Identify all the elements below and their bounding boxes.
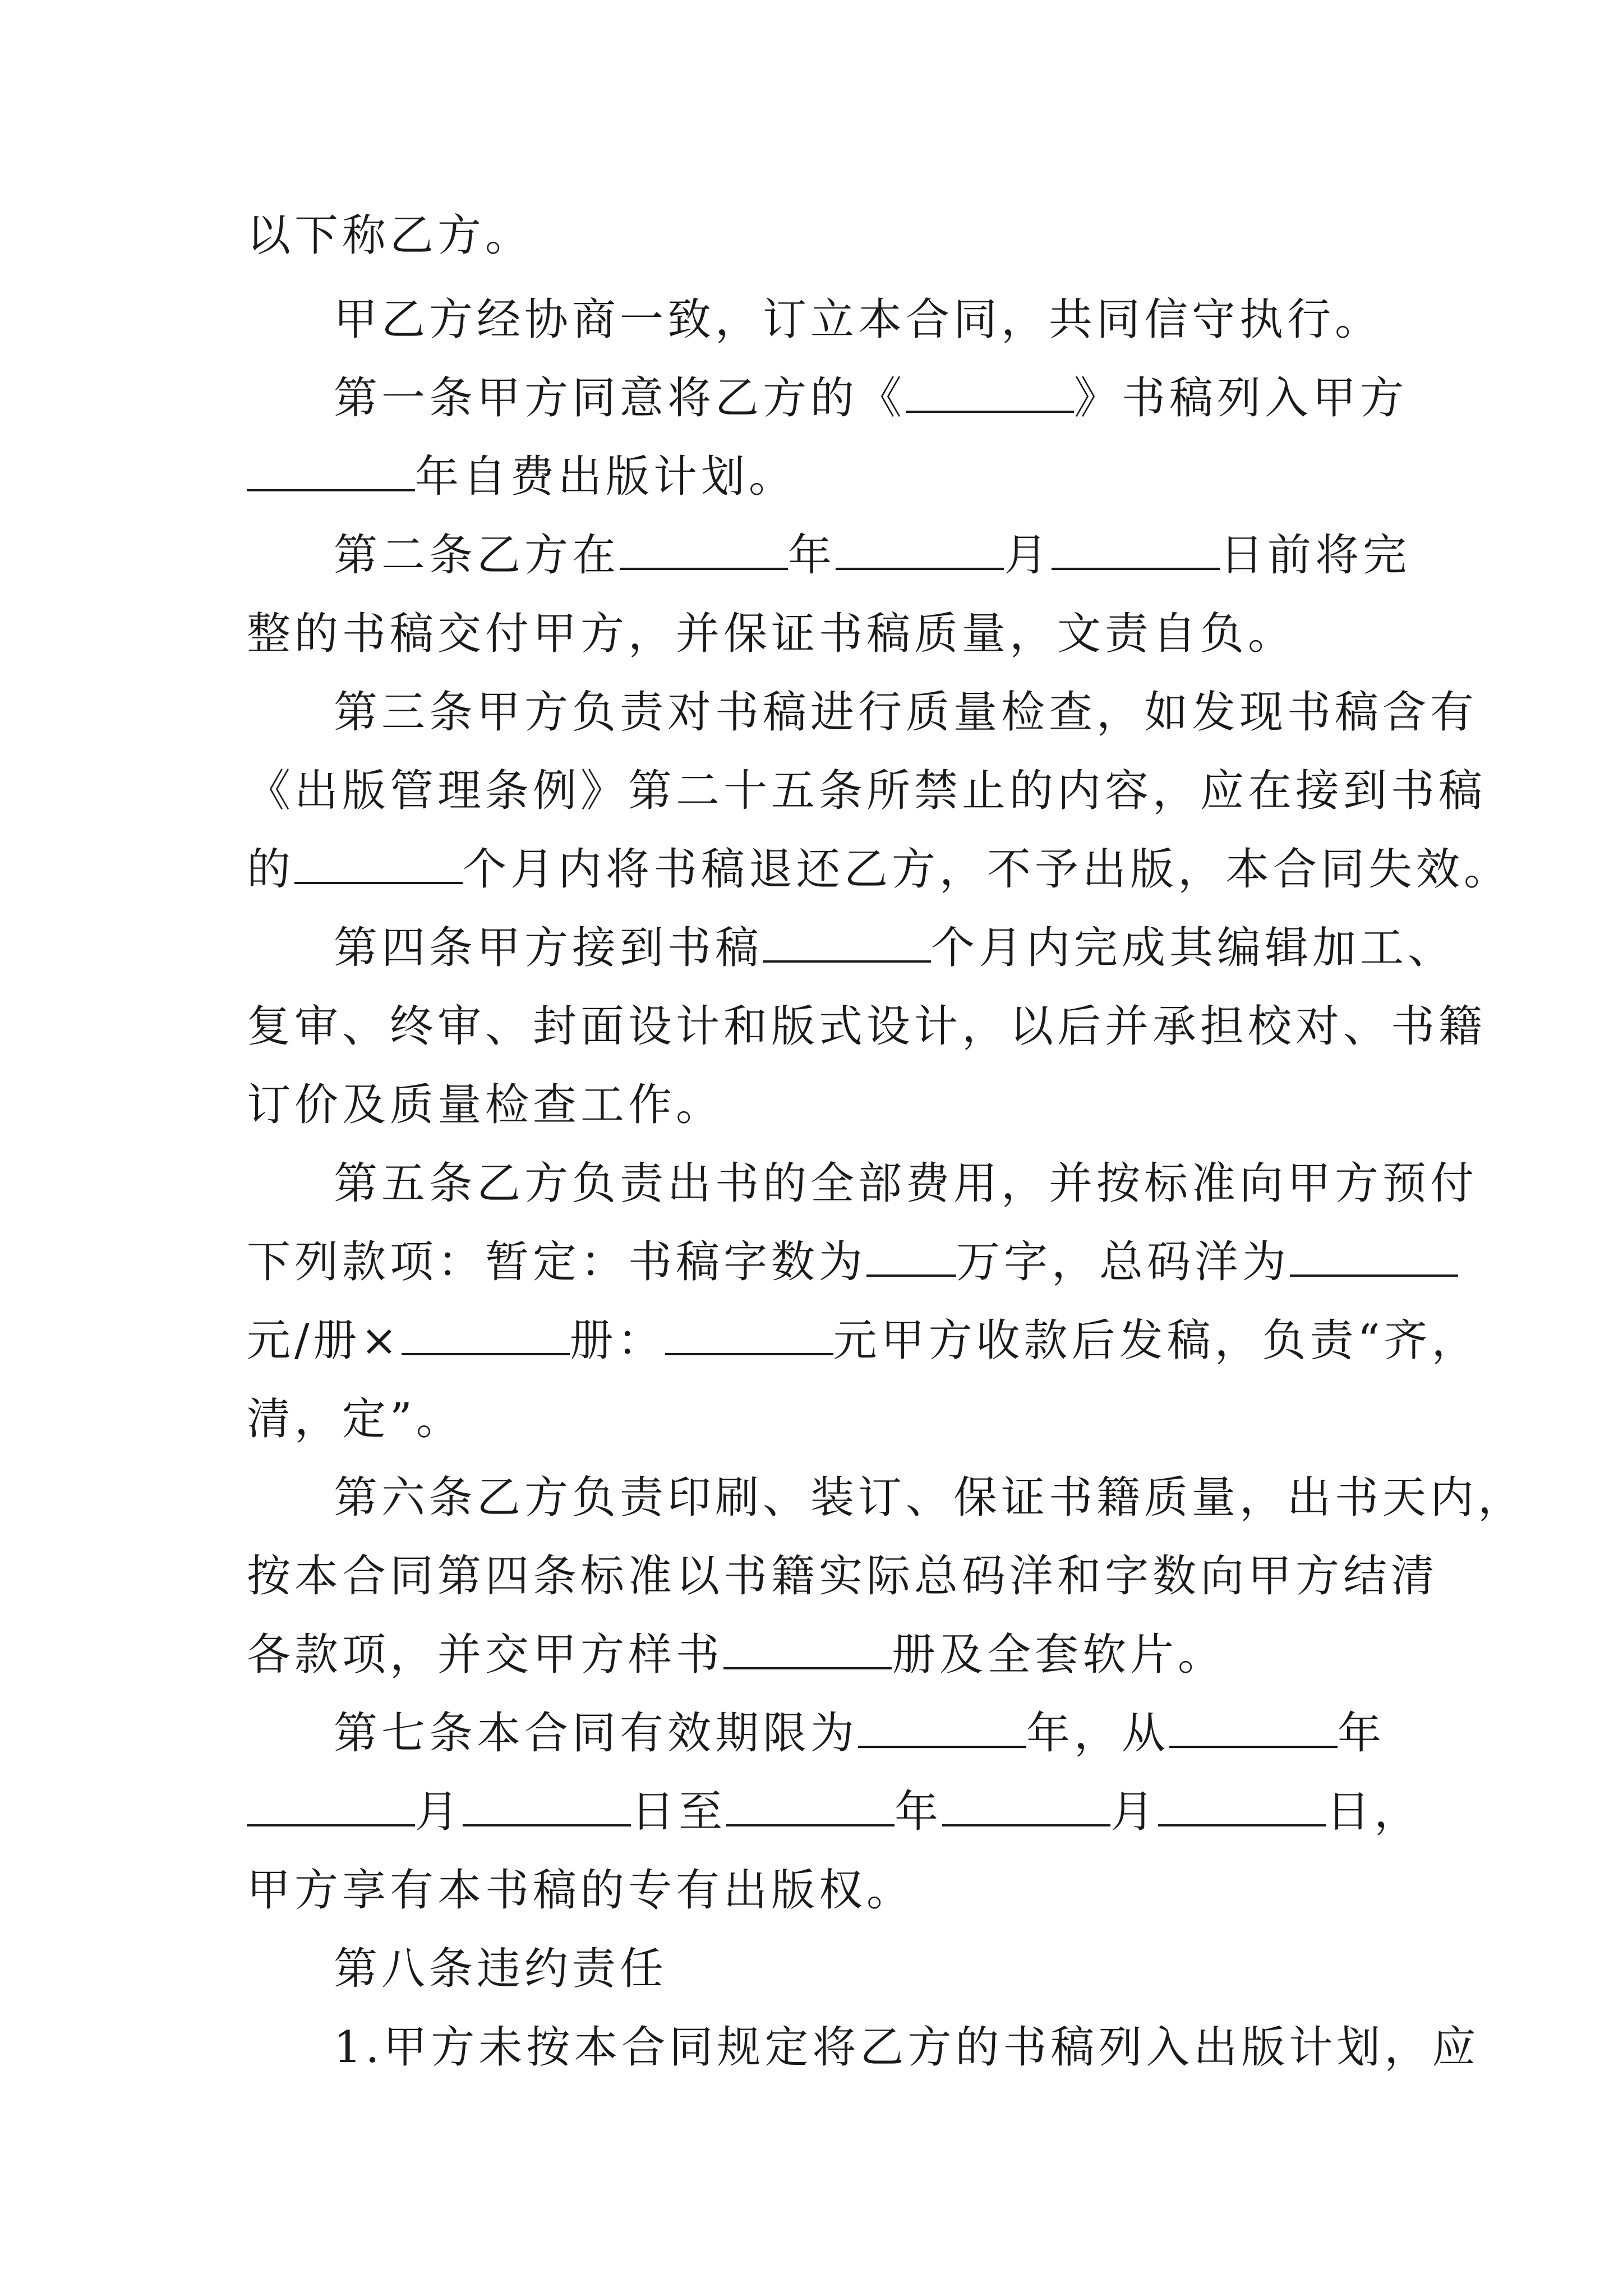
text-line bbox=[334, 292, 1478, 348]
text-line bbox=[247, 999, 1487, 1055]
fill-in-blank[interactable] bbox=[763, 921, 931, 963]
text-segment: 日至 bbox=[631, 1787, 727, 1837]
fill-in-blank[interactable] bbox=[1169, 1706, 1338, 1748]
text-line bbox=[247, 1391, 1391, 1447]
text-line bbox=[247, 1234, 1391, 1290]
fill-in-blank[interactable] bbox=[906, 371, 1074, 413]
text-segment: 月 bbox=[1110, 1787, 1159, 1837]
fill-in-blank[interactable] bbox=[620, 528, 788, 570]
text-segment: 《出版管理条例》第二十五条所禁止的内容，应在接到书稿 bbox=[247, 766, 1487, 816]
text-line bbox=[334, 920, 1478, 976]
text-line bbox=[247, 449, 1391, 505]
text-segment: 月 bbox=[415, 1787, 463, 1837]
text-line bbox=[247, 208, 1391, 264]
text-segment: 清，定”。 bbox=[247, 1394, 464, 1444]
text-segment: 年 bbox=[1338, 1708, 1386, 1759]
text-segment: 甲方享有本书稿的专有出版权。 bbox=[247, 1865, 915, 1916]
fill-in-blank[interactable] bbox=[866, 1235, 956, 1277]
fill-in-blank[interactable] bbox=[942, 1785, 1110, 1826]
text-line bbox=[247, 1627, 1391, 1683]
text-line bbox=[334, 684, 1478, 740]
text-line bbox=[247, 1784, 1422, 1840]
text-segment: 第三条甲方负责对书稿进行质量检查，如发现书稿含有 bbox=[334, 687, 1478, 738]
text-segment: 年自费出版计划。 bbox=[415, 452, 797, 502]
fill-in-blank[interactable] bbox=[402, 1314, 570, 1355]
text-line bbox=[334, 1156, 1478, 1212]
text-line bbox=[247, 763, 1487, 819]
text-segment: 月 bbox=[1004, 530, 1052, 581]
text-segment: 下列款项：暂定：书稿字数为 bbox=[247, 1237, 867, 1287]
text-line bbox=[247, 841, 1512, 898]
fill-in-blank[interactable] bbox=[463, 1785, 631, 1826]
text-segment: 年，从 bbox=[1026, 1708, 1170, 1759]
text-segment: 元/册× bbox=[247, 1315, 402, 1366]
text-segment: 第二条乙方在 bbox=[334, 530, 620, 581]
fill-in-blank[interactable] bbox=[836, 528, 1004, 570]
text-segment: 第八条违约责任 bbox=[334, 1944, 668, 1994]
text-segment: 第四条甲方接到书稿 bbox=[334, 923, 763, 973]
text-segment: 甲乙方经协商一致，订立本合同，共同信守执行。 bbox=[334, 295, 1383, 345]
text-segment: 整的书稿交付甲方，并保证书稿质量，文责自负。 bbox=[247, 609, 1296, 659]
fill-in-blank[interactable] bbox=[294, 843, 463, 884]
text-segment: 个月内将书稿退还乙方，不予出版，本合同失效。 bbox=[463, 844, 1512, 895]
text-segment: 的 bbox=[247, 844, 295, 895]
text-segment: 按本合同第四条标准以书籍实际总码洋和字数向甲方结清 bbox=[247, 1551, 1439, 1602]
fill-in-blank[interactable] bbox=[247, 450, 415, 491]
fill-in-blank[interactable] bbox=[1290, 1235, 1458, 1277]
text-line bbox=[334, 527, 1478, 583]
text-segment: 1.甲方未按本合同规定将乙方的书稿列入出版计划，应 bbox=[334, 2022, 1480, 2073]
text-segment: 订价及质量检查工作。 bbox=[247, 1080, 724, 1130]
text-line bbox=[247, 1862, 1391, 1918]
text-segment: 册及全套软片。 bbox=[892, 1630, 1226, 1680]
text-segment: 元甲方收款后发稿，负责“齐， bbox=[833, 1315, 1479, 1366]
text-line bbox=[247, 1548, 1439, 1604]
text-line bbox=[247, 1077, 1391, 1133]
text-segment: 第一条甲方同意将乙方的《 bbox=[334, 373, 906, 424]
text-segment: 年 bbox=[788, 530, 836, 581]
fill-in-blank[interactable] bbox=[726, 1785, 895, 1826]
text-line bbox=[247, 606, 1391, 662]
text-segment: 个月内完成其编辑加工、 bbox=[931, 923, 1456, 973]
text-line bbox=[334, 2019, 1478, 2076]
text-segment: 第六条乙方负责印刷、装订、保证书籍质量，出书天内， bbox=[334, 1473, 1526, 1523]
fill-in-blank[interactable] bbox=[665, 1314, 833, 1355]
text-segment: 日， bbox=[1326, 1787, 1422, 1837]
text-line bbox=[334, 1470, 1526, 1526]
text-segment: 复审、终审、封面设计和版式设计，以后并承担校对、书籍 bbox=[247, 1001, 1487, 1052]
text-segment: 日前将完 bbox=[1220, 530, 1411, 581]
text-line bbox=[334, 1705, 1478, 1761]
text-segment: 第五条乙方负责出书的全部费用，并按标准向甲方预付 bbox=[334, 1158, 1478, 1209]
fill-in-blank[interactable] bbox=[1052, 528, 1220, 570]
fill-in-blank[interactable] bbox=[858, 1706, 1026, 1748]
text-line bbox=[247, 1313, 1479, 1369]
text-segment: 各款项，并交甲方样书 bbox=[247, 1630, 724, 1680]
text-segment: 年 bbox=[895, 1787, 943, 1837]
text-segment: 以下称乙方。 bbox=[247, 210, 533, 261]
text-segment: 第七条本合同有效期限为 bbox=[334, 1708, 859, 1759]
fill-in-blank[interactable] bbox=[1158, 1785, 1326, 1826]
fill-in-blank[interactable] bbox=[247, 1785, 415, 1826]
text-segment: 万字，总码洋为 bbox=[956, 1237, 1290, 1287]
text-segment: 册： bbox=[569, 1315, 665, 1366]
fill-in-blank[interactable] bbox=[723, 1628, 892, 1669]
text-line bbox=[334, 1941, 1478, 1997]
text-line bbox=[334, 370, 1478, 426]
text-segment: 》书稿列入甲方 bbox=[1074, 373, 1408, 424]
